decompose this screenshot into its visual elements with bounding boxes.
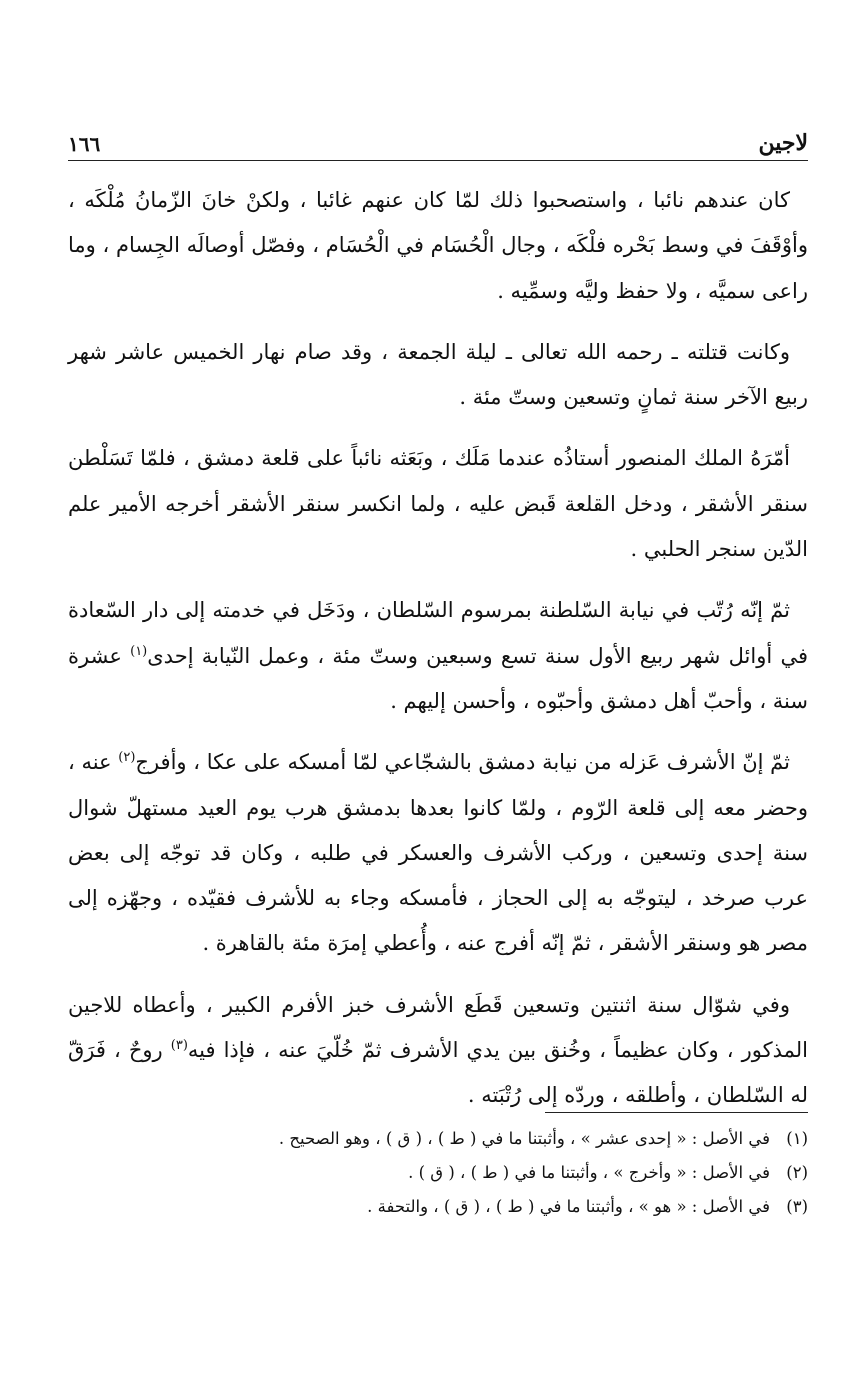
footnotes <box>68 1122 808 1224</box>
paragraph-indent <box>790 750 808 774</box>
paragraph-text: ثمّ إنّه رُتّب في نيابة السّلطنة بمرسوم السّلطان ، ودَخَل في خدمته إلى دار السّعادة في أوائل شهر ربيع الأول سنة تسع وسبعين وستّ مئة ، وعمل النّيابة إحدى <box>68 598 808 668</box>
paragraph-indent <box>790 993 808 1017</box>
page-number: ١٦٦ <box>68 132 101 156</box>
footnote-marker: (١) <box>130 643 148 659</box>
paragraph-text: روحٌ ، فَرَقّ له السّلطان ، وأطلقه ، وردّه إلى رُتْبَته . <box>68 1038 808 1108</box>
footnote <box>68 1122 808 1156</box>
paragraph-text: وفي شوّال سنة اثنتين وتسعين قَطَع الأشرف خبز الأفرم الكبير ، وأعطاه للاجين المذكور ، وكان عظيماً ، وخُنق بين يدي الأشرف ثمّ خُلّيَ عنه ، فإذا فيه <box>68 992 808 1063</box>
chapter-title: لاجين <box>758 130 808 156</box>
paragraph <box>68 330 808 421</box>
paragraph <box>68 436 808 572</box>
footnote-text: في الأصل : « وأخرج » ، وأثبتنا ما في ( ط ) ، ( ق ) . <box>408 1163 770 1182</box>
paragraph-indent <box>790 188 808 212</box>
paragraph-indent <box>790 598 808 622</box>
running-header <box>68 124 808 161</box>
footnote-marker: (٣) <box>170 1038 188 1054</box>
footnote-text: في الأصل : « هو » ، وأثبتنا ما في ( ط ) ، ( ق ) ، والتحفة . <box>367 1197 770 1216</box>
paragraph-indent <box>790 340 808 364</box>
paragraph-text: وكانت قتلته ـ رحمه الله تعالى ـ ليلة الجمعة ، وقد صام نهار الخميس عاشر شهر ربيع الآخر سنة ثمانٍ وتسعين وستّ مئة . <box>68 339 808 410</box>
footnote-number: (٢) <box>786 1163 808 1182</box>
main-text <box>68 178 808 1135</box>
footnote-text: في الأصل : « إحدى عشر » ، وأثبتنا ما في ( ط ) ، ( ق ) ، وهو الصحيح . <box>278 1129 770 1148</box>
footnote <box>68 1190 808 1224</box>
paragraph <box>68 983 808 1119</box>
paragraph <box>68 588 808 724</box>
paragraph <box>68 178 808 314</box>
footnote-divider <box>545 1112 808 1113</box>
paragraph-text: كان عندهم نائبا ، واستصحبوا ذلك لمّا كان عنهم غائبا ، ولكنْ خانَ الزّمانُ مُلْكَه ، وأوْقَفَ في وسط بَحْره فلْكَه ، وجال الْحُسَام في الْحُسَام ، وفصّل أوصالَه الجِسام ، وما راعى سميَّه ، ولا حفظ وليَّه وسمِّيه . <box>68 188 808 303</box>
paragraph-text: عشرة سنة ، وأحبّ أهل دمشق وأحبّوه ، وأحسن إليهم . <box>68 643 808 713</box>
paragraph-indent <box>790 446 808 470</box>
paragraph-text: أمّرَهُ الملك المنصور أستاذُه عندما مَلَك ، وبَعَثه نائباً على قلعة دمشق ، فلمّا تَسَلْطن سنقر الأشقر ، ودخل القلعة قَبض عليه ، ولما انكسر سنقر الأشقر أخرجه الأمير علم الدّين سنجر الحلبي . <box>68 446 808 562</box>
footnote <box>68 1156 808 1190</box>
paragraph <box>68 740 808 966</box>
footnote-number: (٣) <box>786 1197 808 1216</box>
footnote-number: (١) <box>786 1129 808 1148</box>
paragraph-text: عنه ، وحضر معه إلى قلعة الرّوم ، ولمّا كانوا بعدها بدمشق هرب يوم العيد مستهلّ شوال سنة إحدى وتسعين ، وركب الأشرف والعسكر في طلبه ، وكان قد توجّه إلى بعض عرب صرخد ، ليتوجّه به إلى الحجاز ، فأمسكه وجاء به للأشرف فقيّده ، وجهّزه إلى مصر هو وسنقر الأشقر ، ثمّ إنّه أفرج عنه ، وأُعطي إمرَة مئة بالقاهرة . <box>68 750 808 956</box>
paragraph-text: ثمّ إنّ الأشرف عَزله من نيابة دمشق بالشجّاعي لمّا أمسكه على عكا ، وأفرج <box>135 750 790 775</box>
footnote-marker: (٢) <box>118 750 136 766</box>
